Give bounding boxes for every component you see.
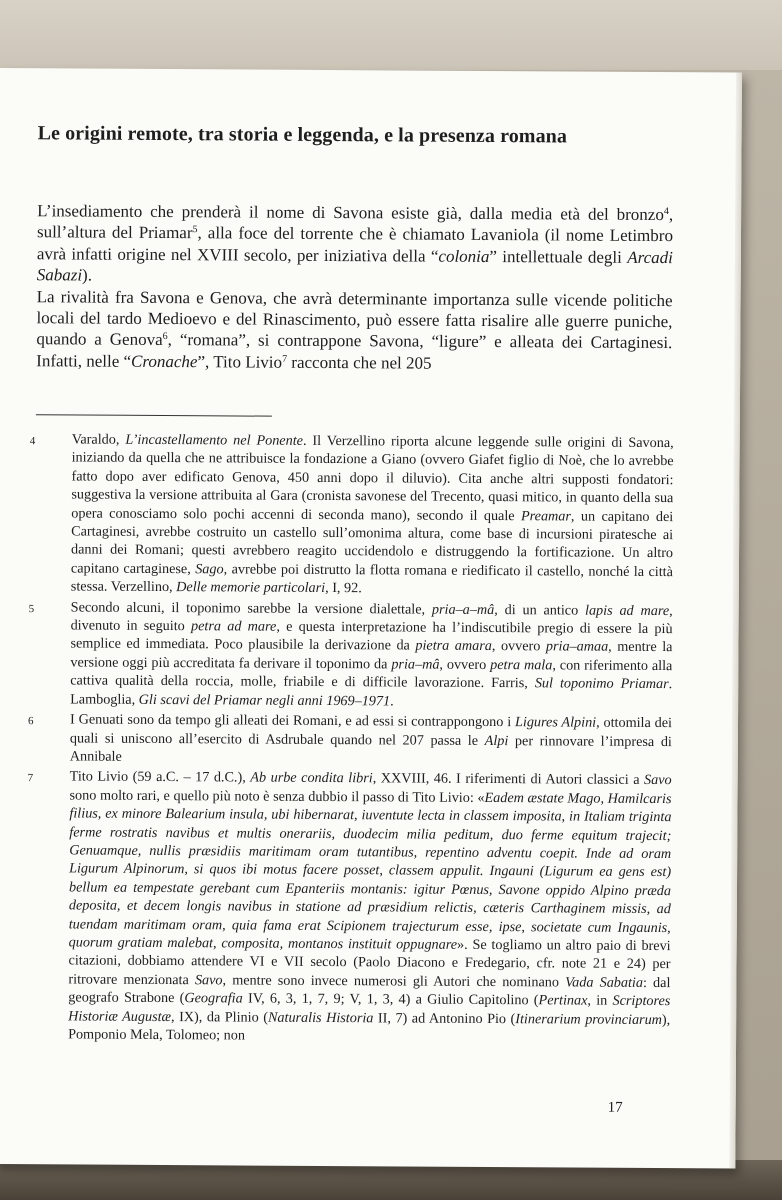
- text-run: , di un antico: [494, 601, 586, 619]
- italic-run: Alpi: [484, 732, 509, 749]
- text-run: Varaldo,: [71, 431, 126, 448]
- text-run: , mentre la versione oggi più accreditata fa derivare il toponimo da: [70, 639, 673, 673]
- footnote-number: 5: [28, 602, 35, 615]
- text-run: IV, 6, 3, 1, 7, 9; V, 1, 3, 4) a Giulio Capitolino (: [242, 990, 539, 1009]
- italic-run: Pertinax: [538, 992, 588, 1009]
- paragraph-2: [36, 286, 673, 376]
- text-run: Secondo alcuni, il toponimo sarebbe la versione dialettale,: [70, 599, 433, 618]
- text-run: La rivalità fra Savona e Genova, che avrà determinante importanza sulle vicende politiche locali del tardo Medioevo e del Rinascimento, può essere fatta risalire alle guerre puniche, quando a Genova: [36, 286, 673, 350]
- background-top: [0, 0, 782, 70]
- italic-run: Ab urbe condita libri: [250, 769, 373, 787]
- text-run: ”, Tito Livio: [197, 352, 283, 372]
- footnote-7: [26, 767, 672, 1047]
- footnotes: [26, 430, 674, 1049]
- text-run: ” intellettuale degli: [489, 246, 628, 267]
- italic-run: petra mala: [490, 656, 553, 674]
- text-run: . Lamboglia,: [70, 676, 673, 708]
- italic-run: Eadem æstate Mago, Hamilcaris filius, ex minore Balearium insula, ubi hibernarat, iuventute lecta in classem imposita, in Italiam triginta ferme rostratis navibus et multis onerariis, duodecim milia peditum, duo ferme equitum trajecit; Genuamque, nullis præsidiis maritimam oram tutantibus, repentino adventu coepit. Inde ad oram Ligurum Alpinorum, si quos ibi motus facere posset, classem appulit. Ingauni (Ligurum ea gens est) bellum ea tempestate gerebant cum Epanteriis montanis: igitur Pœnus, Savone oppido Alpino præda deposita, et decem longis navibus in statione ad præsidium relictis, cæteris Carthaginem missis, ad tuendam maritimam oram, quia fama erat Scipionem trajecturum esse, ipse, societate cum Ingaunis, quorum gratiam malebat, composita, montanos instituit oppugnare: [68, 789, 672, 953]
- text-run: , un capitano dei Cartaginesi, avrebbe costruito un castello sull’omonima altura, come base di incursioni piratesche ai danni dei Romani; questi avrebbero reagito uccidendolo e distruggendo la fortificazione. Un altro capitano cartaginese,: [70, 508, 674, 578]
- italic-run: Cronache: [131, 351, 198, 372]
- text-run: , XXVIII, 46. I riferimenti di Autori classici a: [372, 770, 645, 789]
- italic-run: Geografia: [184, 990, 243, 1007]
- text-run: , ottomila dei quali si uniscono all’esercito di Asdrubale quando nel 207 passa le: [69, 714, 673, 749]
- italic-run: Gli scavi del Priamar negli anni 1969–1971: [138, 691, 391, 710]
- text-run: L’insediamento che prenderà il nome di Savona esiste già, dalla media età del bronzo: [37, 201, 664, 225]
- text-run: , avrebbe poi distrutto la flotta romana e riedificato il castello, nonché la città stessa. Verzellino,: [70, 561, 673, 596]
- footnote-ref: 6: [162, 331, 168, 343]
- italic-run: Itinerarium provinciarum: [515, 1010, 662, 1028]
- italic-run: pria–a–mâ: [431, 601, 495, 618]
- footnote-separator: [36, 414, 272, 416]
- footnote-number: 7: [27, 772, 34, 785]
- italic-run: Vada Sabatia: [565, 974, 644, 991]
- text-run: . Il Verzellino riporta alcune leggende sulle origini di Savona, iniziando da quella che ne attribuisce la fondazione a Giano (ovvero Giafet figlio di Noè, che lo avrebbe fatto dopo aver edificato Genova, 450 anni dopo il diluvio). Cita anche altri supposti fondatori: suggestiva la versione attribuita al Gara (cronista savonese del Trecento, quasi mitico, in quanto della sua opera conosciamo solo pochi accenni di seconda mano), secondo il quale: [71, 432, 674, 524]
- footnote-ref: 4: [663, 206, 669, 218]
- footnote-4: [29, 430, 674, 600]
- italic-run: colonia: [438, 246, 490, 266]
- text-run: : dal geografo Strabone (: [68, 974, 671, 1007]
- italic-run: Savo: [194, 971, 223, 989]
- italic-run: Sago: [195, 561, 224, 578]
- book-page: [0, 68, 742, 1169]
- footnote-ref: 5: [192, 224, 198, 236]
- text-run: ), Pomponio Mela, Tolomeo; non: [68, 1011, 671, 1044]
- text-run: ).: [82, 265, 93, 285]
- italic-run: petra ad mare: [190, 618, 277, 635]
- text-run: , I, 92.: [325, 580, 362, 597]
- text-run: , in: [587, 992, 613, 1009]
- italic-run: Scriptores Historiæ Augustæ: [68, 992, 671, 1025]
- footnote-number: 6: [27, 715, 34, 728]
- text-run: , sull’altura del Priamar: [36, 205, 674, 243]
- text-run: , ovvero: [439, 656, 491, 673]
- text-run: , e questa interpretazione ha l’indiscutibile pregio di essere la più semplice ed immediata. Poco plausibile la derivazione da: [70, 618, 673, 655]
- footnote-ref: 7: [282, 353, 288, 365]
- italic-run: lapis ad mare: [584, 602, 670, 619]
- text-run: per rinnovare l’impresa di Annibale: [69, 732, 672, 765]
- text-run: , con riferimento alla cattiva qualità della roccia, molle, friabile e di difficile lavorazione. Farris,: [70, 657, 673, 692]
- page-number: 17: [607, 1099, 623, 1116]
- footnote-5: [28, 598, 673, 712]
- text-run: sono molto rari, e quello più noto è senza dubbio il passo di Tito Livio: «: [69, 787, 485, 806]
- chapter-heading: Le origini remote, tra storia e leggenda, e la presenza romana: [37, 122, 568, 148]
- text-run: II, 7) ad Antonino Pio (: [373, 1009, 516, 1027]
- italic-run: Naturalis Historia: [267, 1009, 374, 1026]
- footnote-6: [28, 710, 672, 769]
- footnote-number: 4: [29, 435, 36, 448]
- text-run: ». Se togliamo un altro paio di brevi citazioni, dobbiamo attendere VI e VII secolo (Paolo Diacono e Fredegario, cfr. note 21 e 24) per ritrovare menzionata: [68, 936, 671, 988]
- text-run: I Genuati sono da tempo gli alleati dei Romani, e ad essi si contrappongono i: [69, 711, 516, 731]
- text-run: , divenuto in seguito: [70, 602, 673, 635]
- text-run: , ovvero: [491, 638, 546, 655]
- text-run: Tito Livio (59 a.C. – 17 d.C.),: [69, 768, 251, 786]
- italic-run: Ligures Alpini: [514, 714, 597, 731]
- paragraph-1: [37, 200, 674, 290]
- text-run: , IX), da Plinio (: [170, 1008, 269, 1026]
- text-run: , “romana”, si contrappone Savona, “ligure” e alleata dei Cartaginesi. Infatti, nelle “: [36, 330, 673, 371]
- text-run: .: [390, 693, 394, 710]
- italic-run: pietra amara: [415, 638, 492, 655]
- italic-run: pria–mâ: [391, 656, 440, 673]
- text-run: , alla foce del torrente che è chiamato Lavaniola (il nome Letimbro avrà infatti origine nel XVIII secolo, per iniziativa della “: [36, 223, 674, 266]
- text-run: racconta che nel 205: [287, 352, 432, 373]
- italic-run: Savo: [644, 772, 672, 789]
- italic-run: Sul toponimo Priamar: [534, 675, 669, 693]
- italic-run: L’incastellamento nel Ponente: [125, 431, 304, 449]
- italic-run: Preamar: [520, 507, 571, 525]
- body-text: [36, 200, 673, 375]
- italic-run: Arcadi Sabazi: [36, 247, 673, 285]
- italic-run: Delle memorie particolari: [176, 579, 326, 597]
- text-run: , mentre sono invece numerosi gli Autori che nominano: [222, 972, 566, 991]
- page-edge: [729, 72, 742, 1168]
- italic-run: pria–amaa: [545, 638, 609, 656]
